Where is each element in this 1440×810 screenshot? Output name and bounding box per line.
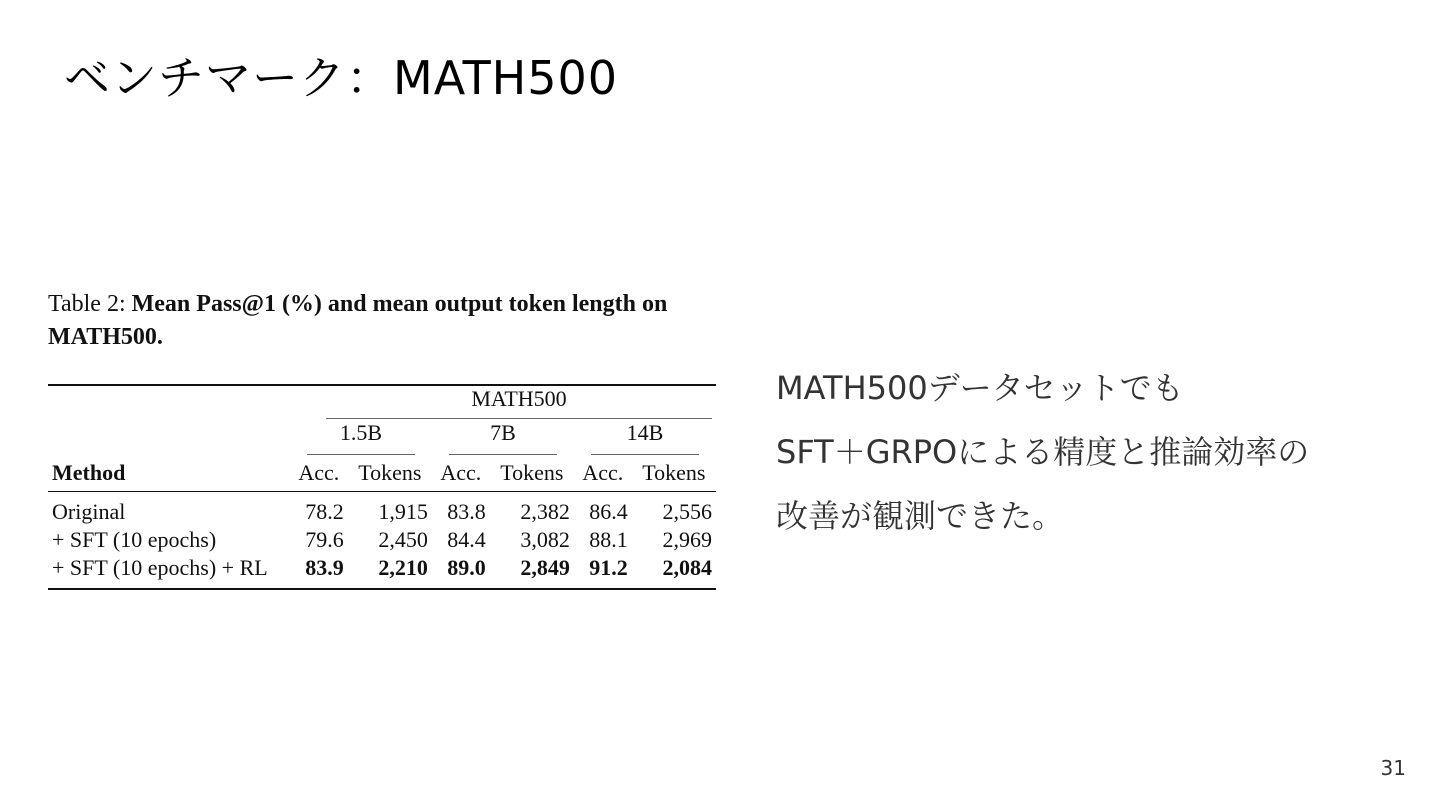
table-row (48, 526, 716, 554)
tokens-column-header: Tokens (490, 455, 574, 492)
value-cell: 2,969 (662, 527, 712, 552)
value-cell: 2,382 (520, 499, 570, 524)
slide-body-text (776, 356, 1416, 548)
value-cell: 89.0 (447, 555, 486, 580)
results-table-figure (48, 288, 716, 590)
value-cell: 86.4 (589, 499, 628, 524)
body-line: SFT＋GRPOによる精度と推論効率の (776, 433, 1310, 471)
acc-column-header: Acc. (574, 455, 632, 492)
acc-column-header: Acc. (290, 455, 348, 492)
model-size-header: 14B (591, 420, 699, 455)
value-cell: 79.6 (305, 527, 344, 552)
body-line: 改善が観測できた。 (776, 497, 1065, 535)
results-table (48, 384, 716, 590)
value-cell: 2,849 (520, 555, 570, 580)
slide-title: ベンチマーク：MATH500 (64, 51, 619, 105)
value-cell: 83.9 (305, 555, 344, 580)
value-cell: 78.2 (305, 499, 344, 524)
value-cell: 83.8 (447, 499, 486, 524)
value-cell: 88.1 (589, 527, 628, 552)
model-size-header: 1.5B (307, 420, 415, 455)
body-line: MATH500データセットでも (776, 369, 1184, 407)
page-number: 31 (1380, 756, 1406, 780)
value-cell: 2,450 (378, 527, 428, 552)
table-caption-label: Table 2: (48, 291, 126, 317)
value-cell: 2,084 (662, 555, 712, 580)
acc-column-header: Acc. (432, 455, 490, 492)
value-cell: 2,556 (662, 499, 712, 524)
table-row (48, 492, 716, 527)
value-cell: 2,210 (378, 555, 428, 580)
method-cell: + SFT (10 epochs) + RL (52, 555, 268, 580)
value-cell: 1,915 (378, 499, 428, 524)
tokens-column-header: Tokens (632, 455, 716, 492)
tokens-column-header: Tokens (348, 455, 432, 492)
table-row (48, 554, 716, 589)
method-cell: + SFT (10 epochs) (52, 527, 217, 552)
method-cell: Original (52, 499, 126, 524)
value-cell: 3,082 (520, 527, 570, 552)
value-cell: 84.4 (447, 527, 486, 552)
table-caption-text: Mean Pass@1 (%) and mean output token length on MATH500. (48, 291, 668, 350)
table-caption (48, 288, 716, 354)
method-column-header: Method (48, 455, 290, 492)
value-cell: 91.2 (589, 555, 628, 580)
group-header: MATH500 (326, 386, 712, 419)
model-size-header: 7B (449, 420, 557, 455)
